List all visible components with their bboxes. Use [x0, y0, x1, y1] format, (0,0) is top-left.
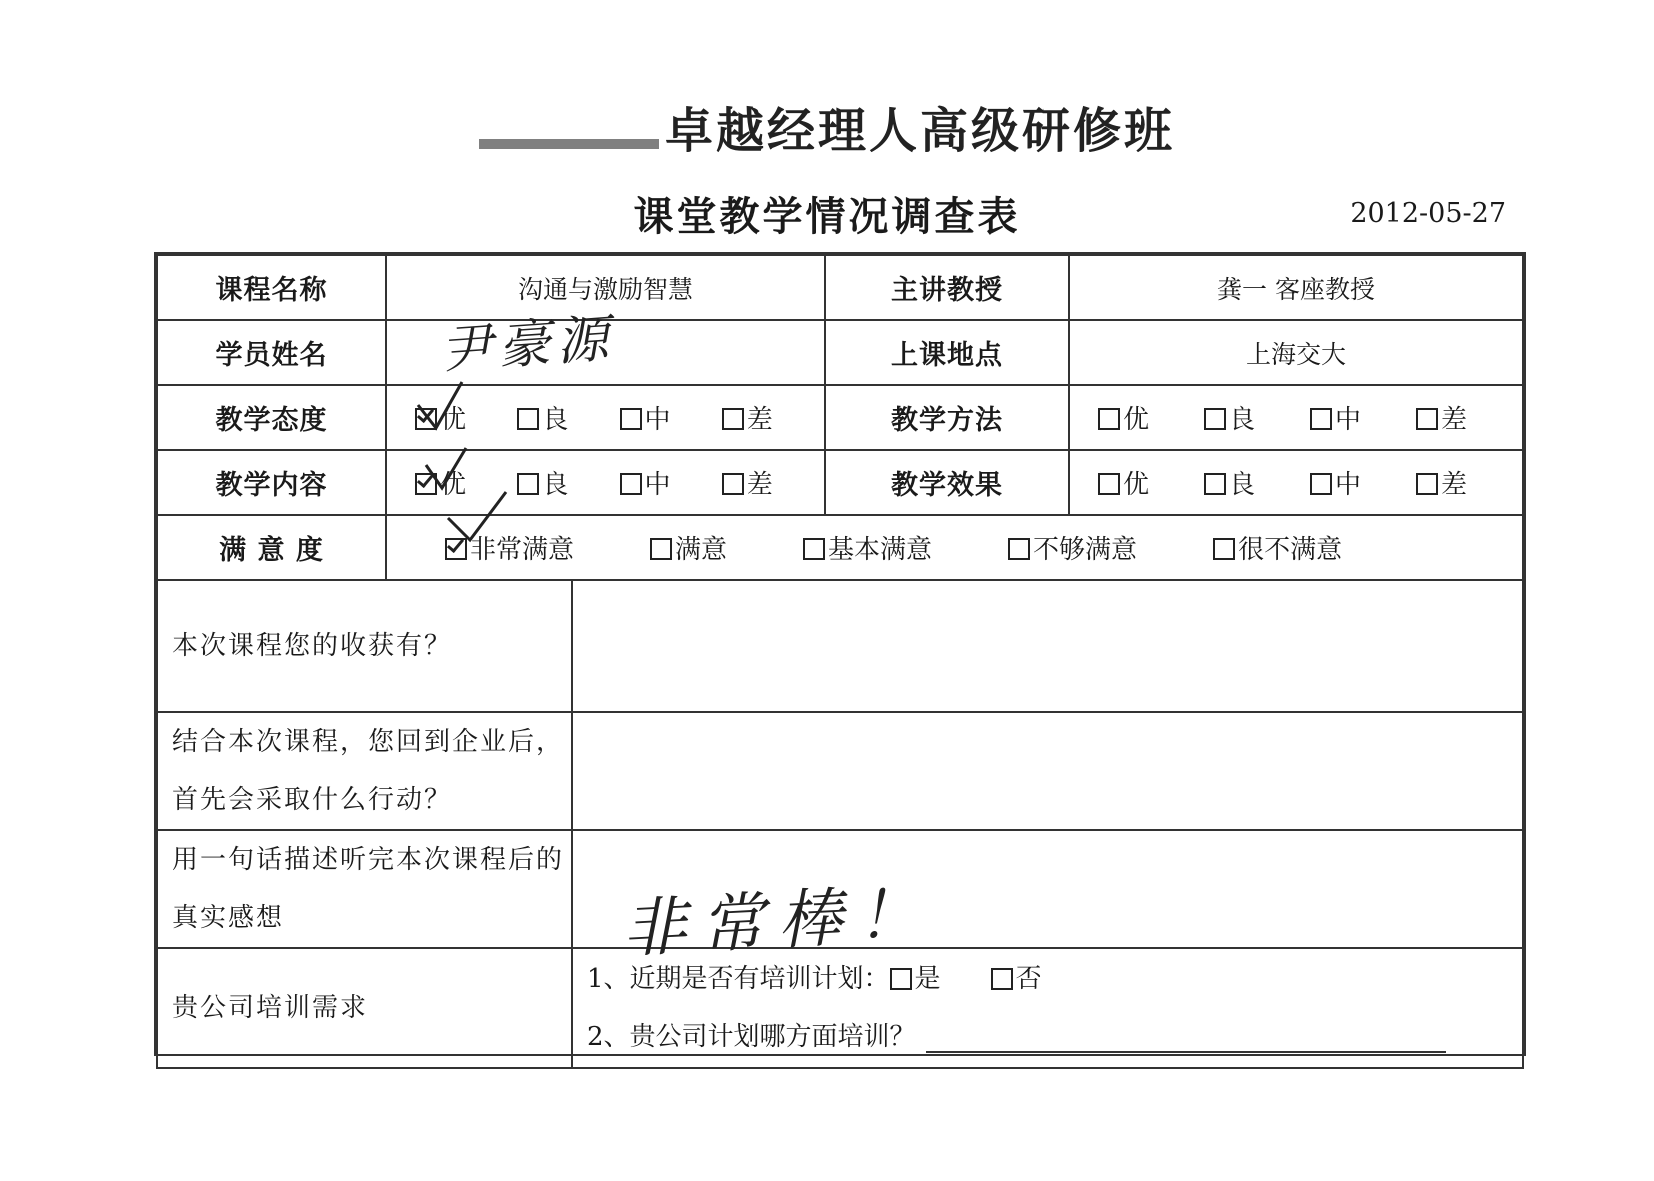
training-plan-question [587, 950, 1522, 1008]
rating-option-1[interactable] [517, 464, 619, 501]
option-label: 优 [1123, 405, 1150, 435]
handwritten-feeling-answer: 非常棒！ [620, 876, 937, 968]
checkbox[interactable] [1098, 473, 1120, 495]
checkbox[interactable] [803, 538, 825, 560]
gains-answer-field[interactable] [572, 580, 1523, 712]
checkbox[interactable] [1204, 473, 1226, 495]
option-label: 优 [1123, 470, 1150, 500]
attitude-method-row [157, 385, 1523, 450]
option-label: 中 [644, 405, 671, 435]
yes-checkbox[interactable] [890, 968, 912, 990]
course-name-label: 课程名称 [157, 255, 386, 320]
no-checkbox[interactable] [991, 968, 1013, 990]
checkbox[interactable] [1204, 408, 1226, 430]
option-label: 良 [542, 405, 569, 435]
content-effect-row [157, 450, 1523, 515]
satisfaction-label: 满 意 度 [157, 515, 386, 580]
rating-option-3[interactable] [1416, 464, 1522, 501]
checkbox[interactable] [1416, 408, 1438, 430]
teaching-attitude-options [386, 385, 825, 450]
survey-header-table [156, 254, 1524, 581]
checkbox[interactable] [1416, 473, 1438, 495]
course-row [157, 255, 1523, 320]
feeling-answer-field[interactable] [572, 830, 1523, 948]
option-label: 中 [1335, 470, 1362, 500]
form-subtitle: 课堂教学情况调查表 [633, 194, 1021, 240]
option-label: 非常满意 [470, 535, 575, 565]
satisfaction-row [157, 515, 1523, 580]
option-label: 良 [542, 470, 569, 500]
rating-option-1[interactable] [1204, 464, 1310, 501]
training-plan-text: 1、近期是否有培训计划： [587, 964, 890, 994]
feeling-question: 用一句话描述听完本次课程后的真实感想 [157, 830, 572, 948]
teaching-effect-label: 教学效果 [825, 450, 1069, 515]
satisfaction-option-1[interactable] [650, 529, 727, 566]
rating-option-3[interactable] [1416, 399, 1522, 436]
option-label: 差 [1441, 470, 1468, 500]
checkbox[interactable] [415, 408, 437, 430]
rating-group [1070, 399, 1522, 436]
option-label: 优 [440, 470, 467, 500]
training-needs-cell [572, 948, 1523, 1068]
location-label: 上课地点 [825, 320, 1069, 385]
gains-question: 本次课程您的收获有？ [157, 580, 572, 712]
option-label: 良 [1229, 470, 1256, 500]
checkbox[interactable] [517, 473, 539, 495]
satisfaction-option-3[interactable] [1008, 529, 1137, 566]
training-area-input[interactable] [926, 1021, 1446, 1053]
redacted-text-smudge [479, 139, 659, 149]
rating-option-0[interactable] [415, 464, 517, 501]
rating-option-2[interactable] [620, 399, 722, 436]
action-row [157, 712, 1523, 830]
option-label: 不够满意 [1033, 535, 1138, 565]
option-label: 优 [440, 405, 467, 435]
rating-option-2[interactable] [1310, 464, 1416, 501]
option-label: 良 [1229, 405, 1256, 435]
option-label: 很不满意 [1238, 535, 1343, 565]
rating-option-3[interactable] [722, 464, 824, 501]
checkbox[interactable] [445, 538, 467, 560]
rating-option-0[interactable] [1098, 399, 1204, 436]
checkbox[interactable] [620, 408, 642, 430]
survey-form [154, 252, 1526, 1056]
option-label: 中 [644, 470, 671, 500]
rating-option-1[interactable] [517, 399, 619, 436]
rating-option-3[interactable] [722, 399, 824, 436]
action-answer-field[interactable] [572, 712, 1523, 830]
document-title [0, 92, 1654, 161]
course-name-value: 沟通与激励智慧 [386, 255, 825, 320]
student-name-field[interactable] [386, 320, 825, 385]
checkbox[interactable] [1098, 408, 1120, 430]
rating-group [387, 399, 824, 436]
checkbox[interactable] [620, 473, 642, 495]
no-label: 否 [1015, 964, 1042, 994]
rating-option-0[interactable] [415, 399, 517, 436]
rating-option-0[interactable] [1098, 464, 1204, 501]
option-label: 满意 [675, 535, 728, 565]
teaching-method-label: 教学方法 [825, 385, 1069, 450]
checkbox[interactable] [517, 408, 539, 430]
teaching-method-options [1069, 385, 1523, 450]
teaching-content-label: 教学内容 [157, 450, 386, 515]
teaching-effect-options [1069, 450, 1523, 515]
rating-option-2[interactable] [620, 464, 722, 501]
option-label: 差 [1441, 405, 1468, 435]
handwritten-student-name: 尹豪源 [438, 308, 617, 381]
action-question: 结合本次课程，您回到企业后，首先会采取什么行动？ [157, 712, 572, 830]
teaching-attitude-label: 教学态度 [157, 385, 386, 450]
teaching-content-options [386, 450, 825, 515]
satisfaction-option-2[interactable] [803, 529, 932, 566]
feeling-row [157, 830, 1523, 948]
form-date: 2012-05-27 [1350, 198, 1506, 229]
satisfaction-option-4[interactable] [1213, 529, 1342, 566]
checkbox[interactable] [1310, 473, 1332, 495]
option-label: 差 [746, 405, 773, 435]
checkbox[interactable] [1213, 538, 1235, 560]
satisfaction-option-0[interactable] [445, 529, 574, 566]
location-value: 上海交大 [1069, 320, 1523, 385]
rating-group [387, 464, 824, 501]
lecturer-label: 主讲教授 [825, 255, 1069, 320]
student-name-label: 学员姓名 [157, 320, 386, 385]
checkbox[interactable] [1310, 408, 1332, 430]
title-text: 卓越经理人高级研修班 [664, 103, 1175, 159]
checkbox[interactable] [650, 538, 672, 560]
student-row [157, 320, 1523, 385]
training-area-text: 2、贵公司计划哪方面培训？ [587, 1022, 916, 1052]
training-row [157, 948, 1523, 1068]
lecturer-value: 龚一 客座教授 [1069, 255, 1523, 320]
rating-option-1[interactable] [1204, 399, 1310, 436]
survey-questions-table [156, 579, 1524, 1069]
satisfaction-options [386, 515, 1523, 580]
rating-option-2[interactable] [1310, 399, 1416, 436]
checkbox[interactable] [415, 473, 437, 495]
checkbox[interactable] [1008, 538, 1030, 560]
checkbox[interactable] [722, 408, 744, 430]
option-label: 中 [1335, 405, 1362, 435]
rating-group [1070, 464, 1522, 501]
training-needs-label: 贵公司培训需求 [157, 948, 572, 1068]
checkbox[interactable] [722, 473, 744, 495]
gains-row [157, 580, 1523, 712]
option-label: 差 [746, 470, 773, 500]
option-label: 基本满意 [828, 535, 933, 565]
training-area-question [587, 1008, 1522, 1066]
yes-label: 是 [914, 964, 941, 994]
satisfaction-group [387, 529, 1522, 566]
